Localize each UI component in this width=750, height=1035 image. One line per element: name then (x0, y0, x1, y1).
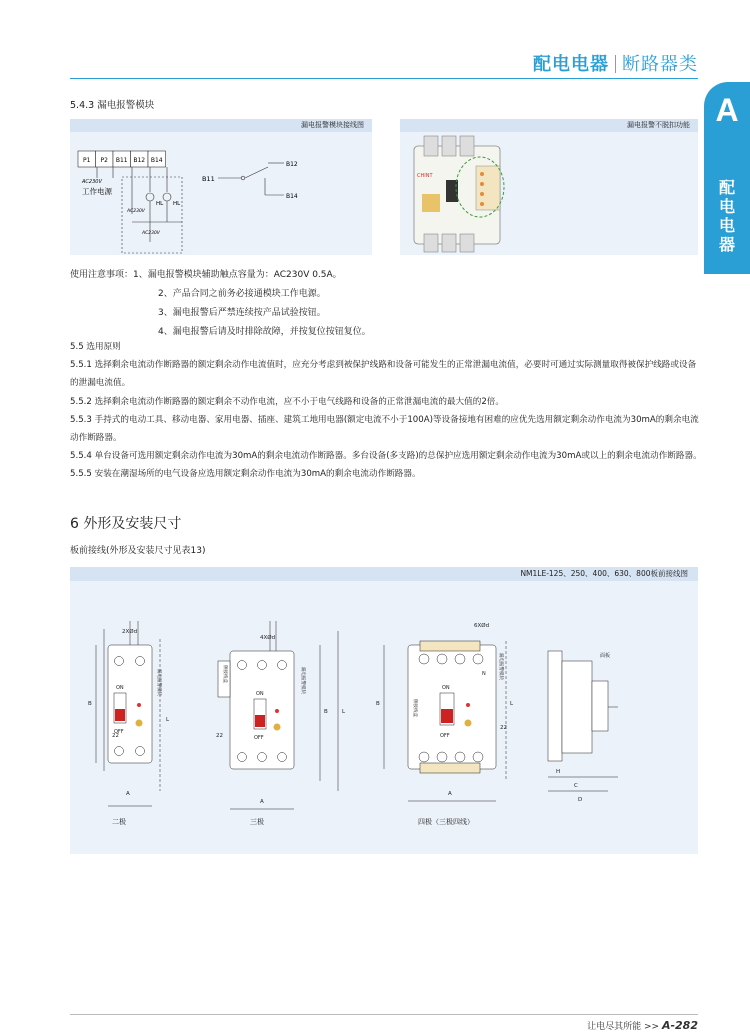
dimension-drawing-caption: NM1LE-125、250、400、630、800板前接线图 (70, 567, 698, 581)
panel-hole-label: 面板 (600, 653, 611, 659)
dim-letter-b: B (88, 701, 92, 707)
dim-letter-l4: L (510, 701, 514, 707)
three-pole-drawing (218, 621, 338, 809)
header-title (533, 50, 698, 76)
dim-letter-a3: A (260, 799, 264, 805)
side-box-label-3p: 侧接线盒 (222, 665, 227, 683)
header-title-main: 配电电器 (533, 54, 609, 75)
paragraph: 5.5.1 选择剩余电流动作断路器的额定剩余动作电流值时，应充分考虑到被保护线路和设备可能发生的正常泄漏电流值，必要时可通过实际测量取得被保护线路或设备的泄漏电流值。 (70, 360, 697, 389)
hl-label-1: HL (156, 201, 164, 207)
off-label-2p: OFF (114, 729, 124, 735)
num-22-2p: 22 (112, 733, 119, 739)
dim-3p-label: 4XØd (260, 635, 276, 641)
dimension-drawing-panel (70, 567, 698, 854)
selection-principles (70, 338, 702, 484)
hl-label-2: HL (173, 201, 181, 207)
chapter-vertical-text: 配 电 电 器 (718, 178, 735, 254)
leak-label-3p: 漏电报警模块 (300, 667, 305, 694)
caption-3p: 三极 (250, 818, 264, 826)
ac-label-3: AC230V (142, 231, 160, 236)
chapter-tab (704, 82, 750, 274)
ac-label-1: AC230V (82, 179, 102, 185)
usage-notes (70, 266, 710, 342)
section-543-heading: 5.4.3 漏电报警模块 (70, 100, 155, 111)
section-6-subheading: 板前接线(外形及安装尺寸见表13) (70, 546, 206, 556)
notes-item: 3、漏电报警后严禁连续按产品试验按钮。 (158, 308, 326, 318)
leak-label-4p: 漏电报警模块 (498, 653, 503, 680)
dim-letter-c: C (574, 783, 578, 789)
side-box-label-4p: 侧接线盒 (412, 699, 417, 717)
page-footer (587, 1019, 698, 1032)
footer-slogan: 让电尽其所能 (587, 1022, 642, 1032)
notes-item: 4、漏电报警后请及时排除故障，并按复位按钮复位。 (158, 327, 371, 337)
terminal-label: P2 (100, 157, 108, 164)
n-label: N (482, 671, 486, 677)
lamp-icon (163, 193, 171, 201)
b11-label: B11 (202, 175, 215, 183)
dim-letter-l: L (166, 717, 170, 723)
ac-label-2: AC230V (127, 209, 145, 214)
leak-label-2p: 漏电报警模块 (156, 669, 161, 696)
alarm-photo-panel (400, 119, 698, 255)
wiring-diagram-caption: 漏电报警模块接线图 (70, 119, 372, 132)
terminal-label: B12 (133, 157, 146, 164)
hl-dashed-box (122, 177, 182, 253)
on-label-2p: ON (116, 685, 124, 691)
dim-2p-label: 2XØd (122, 629, 138, 635)
paragraph: 5.5.2 选择剩余电流动作断路器的额定剩余不动作电流，应不小于电气线路和设备的正常泄漏电流的最大值的2倍。 (70, 396, 504, 407)
dim-letter-a4: A (448, 791, 452, 797)
caption-2p: 二极 (112, 818, 126, 826)
four-pole-drawing (384, 641, 506, 801)
header-rule (70, 78, 698, 79)
on-label-4p: ON (442, 685, 450, 691)
paragraph: 5.5.4 单台设备可选用额定剩余动作电流为30mA的剩余电流动作断路器。多台设备(多支路)的总保护应选用额定剩余动作电流为30mA或以上的剩余电流动作断路器。 (70, 451, 702, 462)
off-label-4p: OFF (440, 733, 450, 739)
dim-letter-b4: B (376, 701, 380, 707)
lamp-icon (146, 193, 154, 201)
dim-letter-b3: B (324, 709, 328, 715)
terminal-label: B14 (150, 157, 163, 164)
dim-letter-h: H (556, 769, 561, 775)
on-label-3p: ON (256, 691, 264, 697)
paragraph: 5.5.5 安装在潮湿场所的电气设备应选用额定剩余动作电流为30mA的剩余电流动作断路器。 (70, 469, 421, 480)
dimension-drawings (70, 581, 698, 854)
page-header (0, 0, 750, 80)
dim-4p-label: 6XØd (474, 623, 490, 629)
wiring-diagram-panel (70, 119, 372, 255)
terminal-label: B11 (115, 157, 128, 164)
off-label-3p: OFF (254, 735, 264, 741)
num-22-3p: 22 (216, 733, 223, 739)
paragraph: 5.5 选用原则 (70, 342, 121, 352)
chapter-letter: A (715, 92, 739, 128)
notes-lead: 使用注意事项：1、漏电报警模块辅助触点容量为：AC230V 0.5A。 (70, 270, 342, 280)
b14-label: B14 (286, 193, 298, 200)
paragraph: 5.5.3 手持式的电动工具、移动电器、家用电器、插座、建筑工地用电器(额定电流不小于100A)等设备接地有困难的应优先选用额定剩余动作电流为30mA的剩余电流动作断路器。 (70, 414, 699, 444)
brand-label: CHINT (417, 173, 433, 179)
footer-rule (70, 1014, 698, 1015)
b12-label: B12 (286, 161, 298, 168)
header-separator (615, 55, 616, 73)
wiring-diagram (70, 132, 372, 255)
dim-letter-a: A (126, 791, 130, 797)
dim-letter-d: D (578, 797, 583, 803)
section-6-heading: 6 外形及安装尺寸 (70, 516, 182, 532)
alarm-photo-caption: 漏电报警不脱扣功能 (400, 119, 698, 132)
terminal-label: P1 (83, 157, 91, 164)
notes-item: 2、产品合同之前务必接通模块工作电源。 (158, 289, 326, 299)
num-22-4p: 22 (500, 725, 507, 731)
dim-letter-l3: L (342, 709, 346, 715)
power-label: 工作电源 (82, 187, 112, 196)
breaker-photo (400, 132, 698, 255)
header-title-sub: 断路器类 (622, 54, 698, 75)
two-pole-drawing (96, 621, 160, 806)
footer-arrows: >> (643, 1022, 660, 1032)
caption-4p: 四极（三极四线） (418, 818, 474, 826)
page-number: A-282 (661, 1019, 698, 1032)
